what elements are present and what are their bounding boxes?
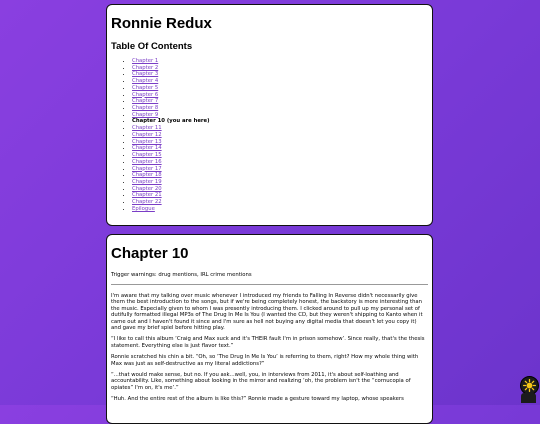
toc-link[interactable]: Chapter 21	[132, 192, 162, 199]
scroll-to-top-button[interactable]	[521, 393, 536, 403]
divider	[111, 284, 428, 285]
toc-item	[132, 199, 428, 206]
toc-item	[132, 139, 428, 146]
chapter-paragraph: “I like to call this album ‘Craig and Max suck and it's THEIR fault I'm in prison somehow’. Since really, that's the thesis statement. Everything else is just flavor text.”	[111, 336, 425, 349]
toc-item	[132, 58, 428, 65]
chapter-body	[111, 293, 428, 403]
toc-item	[132, 92, 428, 99]
toc-link[interactable]: Chapter 13	[132, 138, 162, 145]
toc-item-current: • Chapter 10 (you are here)	[132, 118, 428, 125]
toc-item	[132, 125, 428, 132]
toc-item	[132, 132, 428, 139]
toc-link[interactable]: Chapter 16	[132, 158, 162, 165]
toc-link[interactable]: Chapter 17	[132, 165, 162, 172]
toc-link[interactable]: Chapter 7	[132, 98, 159, 105]
toc-link[interactable]: Chapter 11	[132, 125, 162, 132]
toc-item	[132, 186, 428, 193]
toc-link[interactable]: Chapter 2	[132, 64, 159, 71]
toc-link[interactable]: Chapter 1	[132, 58, 159, 64]
toc-item	[132, 192, 428, 199]
toc-item	[132, 179, 428, 186]
toc-item	[132, 159, 428, 166]
toc-link[interactable]: Chapter 12	[132, 131, 162, 138]
toc-item	[132, 85, 428, 92]
toc-link[interactable]: Chapter 22	[132, 199, 162, 206]
toc-link[interactable]: Chapter 9	[132, 111, 159, 118]
toc-link[interactable]: Epilogue	[132, 205, 155, 212]
toc-item	[132, 172, 428, 179]
site-title: Ronnie Redux	[111, 15, 212, 32]
toc-item	[132, 78, 428, 85]
toc-link[interactable]: Chapter 15	[132, 152, 162, 159]
toc-link[interactable]: Chapter 14	[132, 145, 162, 152]
toc-link[interactable]: Chapter 5	[132, 84, 159, 91]
chapter-title: Chapter 10	[111, 245, 189, 262]
sun-icon	[523, 379, 536, 392]
toc-item	[132, 65, 428, 72]
toc-item	[132, 206, 428, 213]
chapter-paragraph: I'm aware that my talking over music whenever I introduced my friends to Falling In Reverse didn't necessarily give them the best introduction to the songs, but if we're being completely honest, the backstory is more interesting than the music. Especially given to whom I was presently introducing them. I clicked around to pull up my personal set of dutifully formatted illegal MP3s of The Drug In Me Is You (I wanted the CD, but they weren't shipping to Kanto when it came out and I haven't found it since and I'm sure as hell not buying any digital media that doesn't let you copy it) and gave my brief spiel before hitting play.	[111, 293, 423, 332]
chapter-paragraph: Ronnie scratched his chin a bit. “Oh, so ‘The Drug In Me Is You’ is referring to them, right? How my whole thing with Max was just as self-destructive as my literal addictions?”	[111, 354, 419, 367]
toc-item	[132, 71, 428, 78]
chapter-paragraph: “Huh. And the entire rest of the album is like this?” Ronnie made a gesture toward my laptop, whose speakers	[111, 396, 404, 403]
toc-heading: Table Of Contents	[111, 41, 193, 52]
toc-item	[132, 152, 428, 159]
toc-link[interactable]: Chapter 3	[132, 71, 159, 78]
toc-item	[132, 112, 428, 119]
toc-item	[132, 98, 428, 105]
toc-list	[111, 58, 428, 213]
chapter-paragraph: “...that would make sense, but no. If you ask...well, you, in interviews from 2011, it's about self-loathing and accountability. Like, something about looking in the mirror and realizing ‘oh, the problem isn't the “cornucopia of opiates” I'm on, it's me’.”	[111, 372, 411, 391]
toc-link[interactable]: Chapter 19	[132, 178, 162, 185]
chapter-panel	[106, 234, 433, 424]
toc-item	[132, 145, 428, 152]
toc-link[interactable]: Chapter 8	[132, 105, 159, 112]
toc-link[interactable]: Chapter 4	[132, 78, 159, 85]
toc-link[interactable]: Chapter 6	[132, 91, 159, 98]
toc-item	[132, 105, 428, 112]
toc-link[interactable]: Chapter 20	[132, 185, 162, 192]
toc-item	[132, 166, 428, 173]
trigger-warnings: Trigger warnings: drug mentions, IRL crime mentions	[111, 272, 252, 278]
toc-link[interactable]: Chapter 18	[132, 172, 162, 179]
table-of-contents-panel	[106, 4, 433, 226]
